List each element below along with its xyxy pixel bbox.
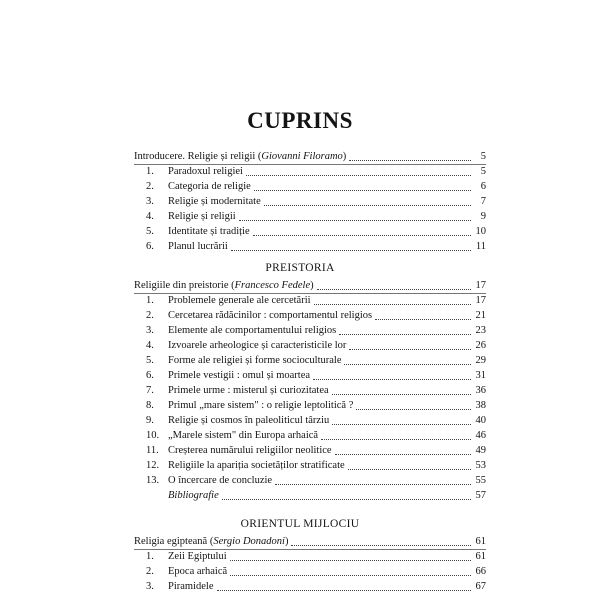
- page-number: 61: [475, 551, 486, 562]
- page-number: 10: [475, 226, 486, 237]
- page-number: 17: [475, 295, 486, 306]
- dot-leader: [349, 349, 471, 350]
- entry-author: Francesco Fedele: [234, 280, 311, 291]
- toc-item: [146, 459, 486, 473]
- page-number: 7: [480, 196, 486, 207]
- item-label: Piramidele: [168, 581, 214, 592]
- toc-item: [146, 474, 486, 488]
- item-number: 10.: [146, 430, 160, 441]
- item-label: Creșterea numărului religiilor neolitice: [168, 445, 332, 456]
- item-number: 12.: [146, 460, 160, 471]
- item-number: 4.: [146, 340, 154, 351]
- dot-leader: [217, 590, 472, 591]
- toc-item: [146, 565, 486, 579]
- toc-entry-preistoria: Religiile din preistorie (Francesco Fedele) 17: [134, 280, 486, 291]
- item-label: Epoca arhaică: [168, 566, 228, 577]
- item-label: Zeii Egiptului: [168, 551, 227, 562]
- item-label: Forme ale religiei și forme socioculturale: [168, 355, 342, 366]
- toc-item: [146, 550, 486, 564]
- dot-leader: [264, 205, 471, 206]
- item-label: Categoria de religie: [168, 181, 251, 192]
- dot-leader: [291, 545, 471, 546]
- item-number: 1.: [146, 166, 154, 177]
- page-number: 61: [475, 536, 486, 547]
- toc-item: [146, 580, 486, 594]
- item-label: Bibliografie: [168, 490, 219, 501]
- entry-label: Introducere. Religie și religii: [134, 151, 256, 162]
- page-number: 23: [475, 325, 486, 336]
- toc-item: [146, 429, 486, 443]
- item-label: Paradoxul religiei: [168, 166, 243, 177]
- item-label: O încercare de concluzie: [168, 475, 273, 486]
- item-label: Planul lucrării: [168, 241, 228, 252]
- page-number: 55: [475, 475, 486, 486]
- page-number: 57: [475, 490, 486, 501]
- toc-entry-introducere: Introducere. Religie și religii (Giovanni Filoramo) 5: [134, 151, 486, 162]
- item-label: Religiile la apariția societăților stratificate: [168, 460, 345, 471]
- dot-leader: [313, 379, 471, 380]
- section-heading-orientul-mijlociu: ORIENTUL MIJLOCIU: [240, 518, 360, 530]
- page-number: 31: [475, 370, 486, 381]
- toc-item: [146, 354, 486, 368]
- item-label: Cercetarea rădăcinilor : comportamentul religios: [168, 310, 373, 321]
- item-label: Primele vestigii : omul și moartea: [168, 370, 311, 381]
- page-number: 5: [480, 166, 486, 177]
- toc-item: [146, 414, 486, 428]
- toc-item: [146, 165, 486, 179]
- item-label: Religie și religii: [168, 211, 236, 222]
- toc-item: [146, 399, 486, 413]
- dot-leader: [222, 499, 471, 500]
- item-number: 3.: [146, 196, 154, 207]
- toc-item: [146, 195, 486, 209]
- item-number: 3.: [146, 325, 154, 336]
- dot-leader: [332, 394, 471, 395]
- toc-item: [146, 369, 486, 383]
- page-number: 53: [475, 460, 486, 471]
- dot-leader: [375, 319, 471, 320]
- page-number: 29: [475, 355, 486, 366]
- item-label: Identitate și tradiție: [168, 226, 250, 237]
- dot-leader: [275, 484, 471, 485]
- item-number: 1.: [146, 551, 154, 562]
- toc-item-bibliografie: [146, 489, 486, 503]
- page-number: 36: [475, 385, 486, 396]
- entry-label: Religiile din preistorie: [134, 280, 229, 291]
- item-number: 1.: [146, 295, 154, 306]
- item-number: 9.: [146, 415, 154, 426]
- dot-leader: [344, 364, 471, 365]
- page-number: 9: [480, 211, 486, 222]
- page-title: CUPRINS: [247, 108, 353, 133]
- toc-item: [146, 339, 486, 353]
- page-number: 26: [475, 340, 486, 351]
- dot-leader: [339, 334, 471, 335]
- dot-leader: [314, 304, 471, 305]
- toc-item: [146, 444, 486, 458]
- toc-item: [146, 180, 486, 194]
- entry-label: Religia egipteană: [134, 536, 208, 547]
- dot-leader: [231, 250, 471, 251]
- item-number: 3.: [146, 581, 154, 592]
- page-number: 46: [475, 430, 486, 441]
- dot-leader: [230, 560, 471, 561]
- page-number: 6: [480, 181, 486, 192]
- toc-item: [146, 324, 486, 338]
- toc-entry-religia-egipteana: Religia egipteană (Sergio Donadoni) 61: [134, 536, 486, 547]
- dot-leader: [321, 439, 471, 440]
- entry-author: Giovanni Filoramo: [261, 151, 343, 162]
- page-number: 66: [475, 566, 486, 577]
- page-number: 21: [475, 310, 486, 321]
- item-label: Religie și cosmos în paleoliticul târziu: [168, 415, 330, 426]
- toc-item: [146, 294, 486, 308]
- item-number: 5.: [146, 226, 154, 237]
- toc-item: [146, 210, 486, 224]
- item-number: 5.: [146, 355, 154, 366]
- item-number: 6.: [146, 241, 154, 252]
- item-number: 11.: [146, 445, 159, 456]
- item-label: Religie și modernitate: [168, 196, 261, 207]
- dot-leader: [335, 454, 471, 455]
- item-number: 4.: [146, 211, 154, 222]
- item-label: Izvoarele arheologice și caracteristicile lor: [168, 340, 347, 351]
- item-number: 6.: [146, 370, 154, 381]
- page-number: 11: [475, 241, 486, 252]
- page-number: 67: [475, 581, 486, 592]
- item-label: Problemele generale ale cercetării: [168, 295, 311, 306]
- dot-leader: [348, 469, 471, 470]
- item-number: 2.: [146, 181, 154, 192]
- dot-leader: [239, 220, 471, 221]
- dot-leader: [332, 424, 471, 425]
- page-number: 49: [475, 445, 486, 456]
- dot-leader: [254, 190, 471, 191]
- toc-item: [146, 225, 486, 239]
- item-number: 8.: [146, 400, 154, 411]
- item-label: „Marele sistem" din Europa arhaică: [168, 430, 319, 441]
- page-number: 17: [475, 280, 486, 291]
- toc-item: [146, 240, 486, 254]
- page-number: 5: [480, 151, 486, 162]
- dot-leader: [253, 235, 471, 236]
- item-number: 2.: [146, 566, 154, 577]
- dot-leader: [230, 575, 471, 576]
- item-number: 13.: [146, 475, 160, 486]
- item-label: Primele urme : misterul și curiozitatea: [168, 385, 329, 396]
- dot-leader: [356, 409, 471, 410]
- page-number: 38: [475, 400, 486, 411]
- dot-leader: [246, 175, 471, 176]
- item-number: 7.: [146, 385, 154, 396]
- toc-item: [146, 309, 486, 323]
- entry-author: Sergio Donadoni: [213, 536, 285, 547]
- dot-leader: [317, 289, 471, 290]
- toc-item: [146, 384, 486, 398]
- item-number: 2.: [146, 310, 154, 321]
- item-label: Primul „mare sistem" : o religie leptolitică ?: [168, 400, 354, 411]
- item-label: Elemente ale comportamentului religios: [168, 325, 337, 336]
- section-heading-preistoria: PREISTORIA: [265, 262, 335, 274]
- page-number: 40: [475, 415, 486, 426]
- dot-leader: [349, 160, 471, 161]
